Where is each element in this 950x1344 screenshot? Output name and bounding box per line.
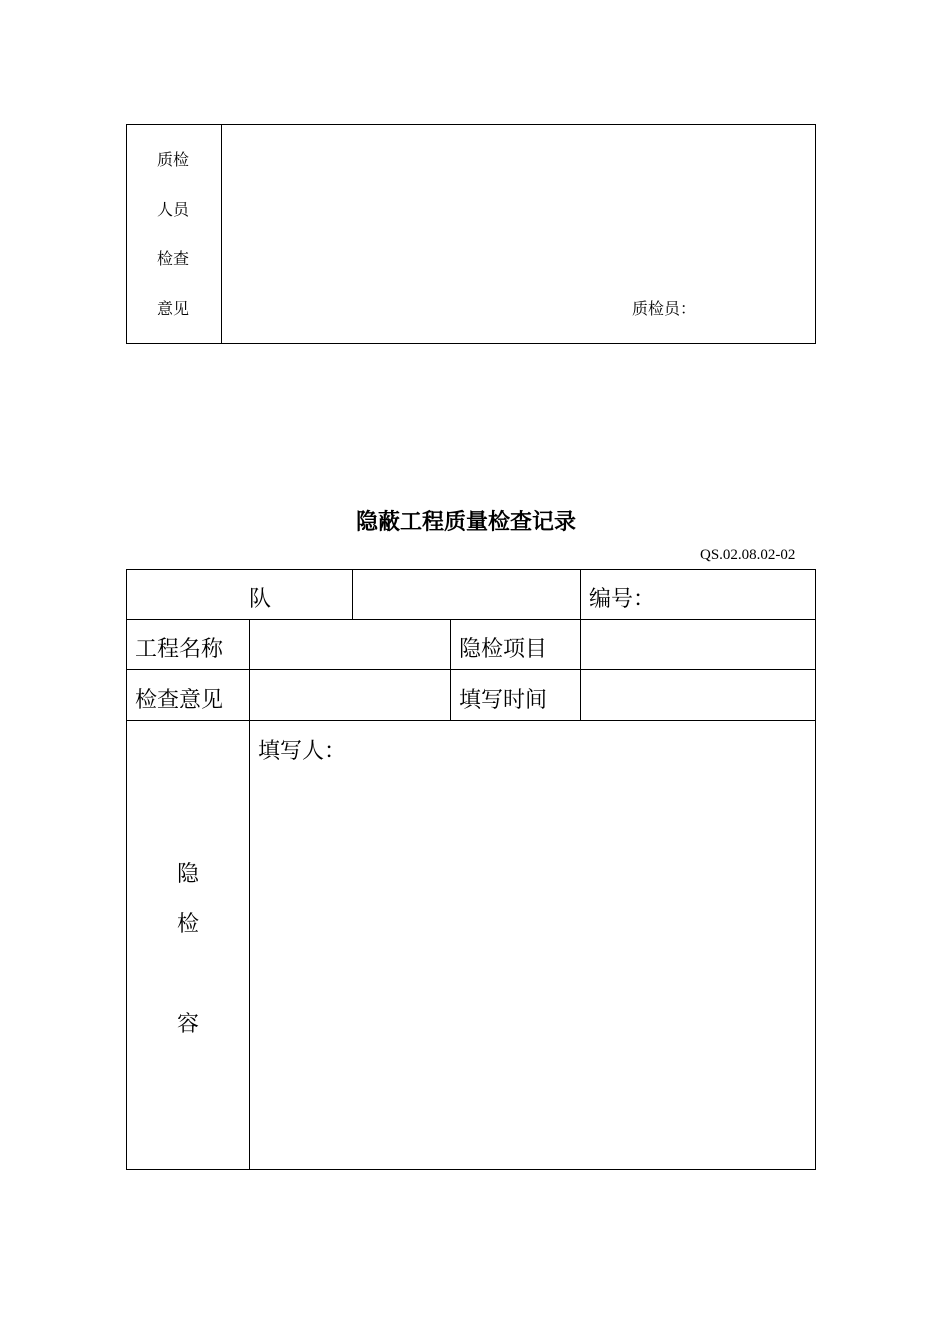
project-name-label: 工程名称 [135,637,224,662]
label-line-2: 人员 [157,200,190,219]
fill-time-field[interactable] [581,670,815,720]
filler-label: 填写人： [258,739,347,764]
team-field[interactable] [353,570,580,619]
content-label-char-2: 检 [177,912,200,937]
opinion-content-field[interactable] [222,125,815,343]
inspection-opinion-field[interactable] [250,670,450,720]
row23-divider-b [450,619,451,721]
label-line-4: 意见 [157,299,190,318]
content-label-char-4: 容 [177,1012,200,1037]
content-label-char-1: 隐 [177,862,200,887]
inspector-signature-label: 质检员： [632,299,697,318]
team-label: 队 [249,587,272,612]
number-label: 编号： [589,587,656,612]
hidden-item-field[interactable] [581,620,815,669]
row1-divider-b [580,569,581,620]
document-code: QS.02.08.02-02 [700,547,796,563]
project-name-field[interactable] [250,620,450,669]
hidden-inspection-content-field[interactable] [250,721,815,1169]
form-title: 隐蔽工程质量检查记录 [356,510,577,535]
label-line-1: 质检 [157,150,190,169]
inspection-opinion-label: 检查意见 [135,688,224,713]
label-line-3: 检查 [157,249,190,268]
fill-time-label: 填写时间 [459,688,548,713]
hidden-item-label: 隐检项目 [459,637,548,662]
